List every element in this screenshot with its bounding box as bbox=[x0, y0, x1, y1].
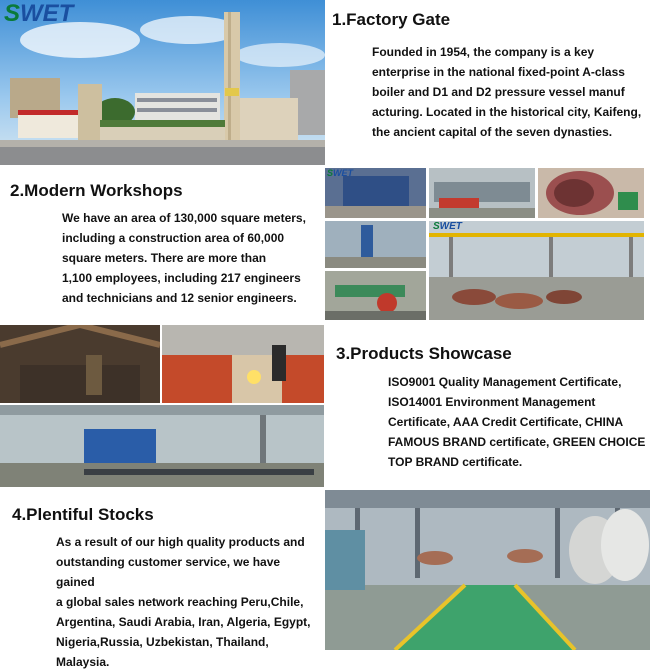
text-line: Nigeria,Russia, Uzbekistan, Thailand, Malaysia. bbox=[56, 635, 269, 669]
text-line: including a construction area of 60,000 bbox=[62, 231, 285, 245]
text-line: ISO14001 Environment Management bbox=[388, 395, 596, 409]
products-photo-line bbox=[0, 405, 324, 487]
workshops-text bbox=[62, 208, 324, 308]
workshop-photo-4 bbox=[325, 221, 426, 268]
workshop-photo-5 bbox=[325, 271, 426, 320]
text-line: enterprise in the national fixed-point A-class bbox=[372, 65, 625, 79]
swet-logo-small: SWET bbox=[327, 168, 354, 178]
factory-gate-photo bbox=[0, 0, 325, 165]
workshop-photo-2 bbox=[429, 168, 535, 218]
stocks-warehouse-photo bbox=[325, 490, 650, 650]
products-photo-cutting bbox=[162, 325, 324, 403]
text-line: outstanding customer service, we have gained bbox=[56, 555, 281, 589]
text-line: the ancient capital of the seven dynasties. bbox=[372, 125, 613, 139]
factory-gate-text bbox=[372, 42, 650, 142]
text-line: TOP BRAND certificate. bbox=[388, 455, 523, 469]
text-line: square meters. There are more than bbox=[62, 251, 267, 265]
text-line: 1,100 employees, including 217 engineers bbox=[62, 271, 301, 285]
swet-logo: SWET bbox=[4, 0, 74, 27]
factory-gate-title: 1.Factory Gate bbox=[332, 10, 451, 29]
stocks-text bbox=[56, 532, 322, 672]
text-line: We have an area of 130,000 square meters, bbox=[62, 211, 306, 225]
products-title: 3.Products Showcase bbox=[336, 344, 512, 363]
text-line: FAMOUS BRAND certificate, GREEN CHOICE bbox=[388, 435, 646, 449]
text-line: and technicians and 12 senior engineers. bbox=[62, 291, 297, 305]
text-line: a global sales network reaching Peru,Chile, bbox=[56, 595, 304, 609]
products-text bbox=[388, 372, 650, 472]
text-line: As a result of our high quality products and bbox=[56, 535, 305, 549]
workshop-photo-large bbox=[429, 221, 644, 320]
text-line: boiler and D1 and D2 pressure vessel manuf bbox=[372, 85, 625, 99]
workshop-photo-1 bbox=[325, 168, 426, 218]
text-line: acturing. Located in the historical city, Kaifeng, bbox=[372, 105, 642, 119]
workshop-photo-3 bbox=[538, 168, 644, 218]
products-photo-welding bbox=[0, 325, 160, 403]
text-line: Founded in 1954, the company is a key bbox=[372, 45, 595, 59]
text-line: ISO9001 Quality Management Certificate, bbox=[388, 375, 622, 389]
text-line: Argentina, Saudi Arabia, Iran, Algeria, Egypt, bbox=[56, 615, 311, 629]
text-line: Certificate, AAA Credit Certificate, CHINA bbox=[388, 415, 624, 429]
workshops-title: 2.Modern Workshops bbox=[10, 181, 183, 200]
stocks-title: 4.Plentiful Stocks bbox=[12, 505, 154, 524]
swet-logo-small: SWET bbox=[433, 221, 462, 232]
